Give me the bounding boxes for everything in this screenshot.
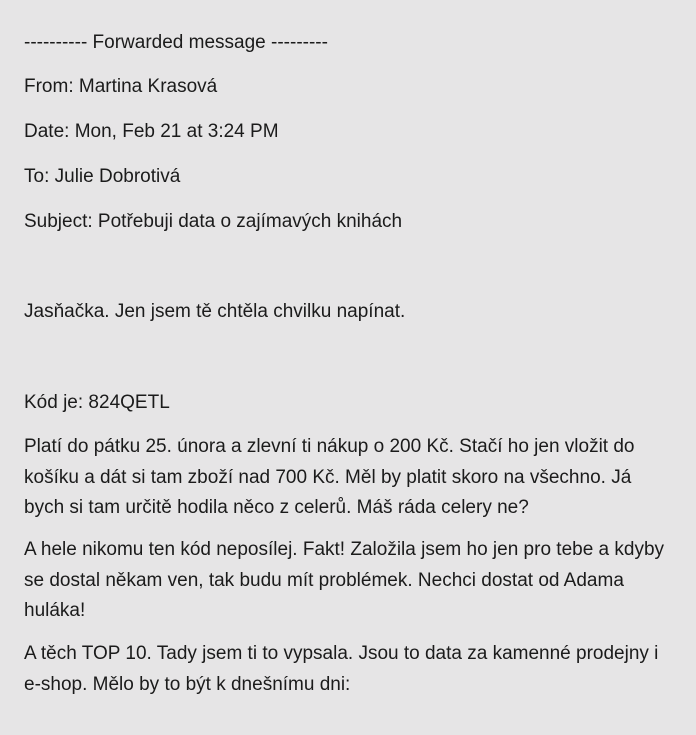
body-paragraph-1: Platí do pátku 25. února a zlevní ti nákup o 200 Kč. Stačí ho jen vložit do košíku a dát si tam zboží nad 700 Kč. Měl by platit skoro na všechno. Já bych si tam určitě hodila něco z celerů. Máš ráda celery ne?	[24, 436, 635, 518]
body-paragraph-2: A hele nikomu ten kód neposílej. Fakt! Založila jsem ho jen pro tebe a kdyby se dostal někam ven, tak budu mít problémek. Nechci dostat od Adama huláka!	[24, 539, 665, 621]
date-line: Date: Mon, Feb 21 at 3:24 PM	[24, 121, 279, 142]
discount-code-line: Kód je: 824QETL	[24, 392, 170, 413]
forwarded-message-header: ---------- Forwarded message ---------	[24, 32, 328, 53]
to-line: To: Julie Dobrotivá	[24, 166, 181, 187]
from-line: From: Martina Krasová	[24, 76, 218, 97]
greeting-paragraph: Jasňačka. Jen jsem tě chtěla chvilku napínat.	[24, 301, 406, 322]
body-paragraph-3: A těch TOP 10. Tady jsem ti to vypsala. Jsou to data za kamenné prodejny i e-shop. Mělo by to být k dnešnímu dni:	[24, 643, 659, 695]
subject-line: Subject: Potřebuji data o zajímavých knihách	[24, 211, 403, 232]
